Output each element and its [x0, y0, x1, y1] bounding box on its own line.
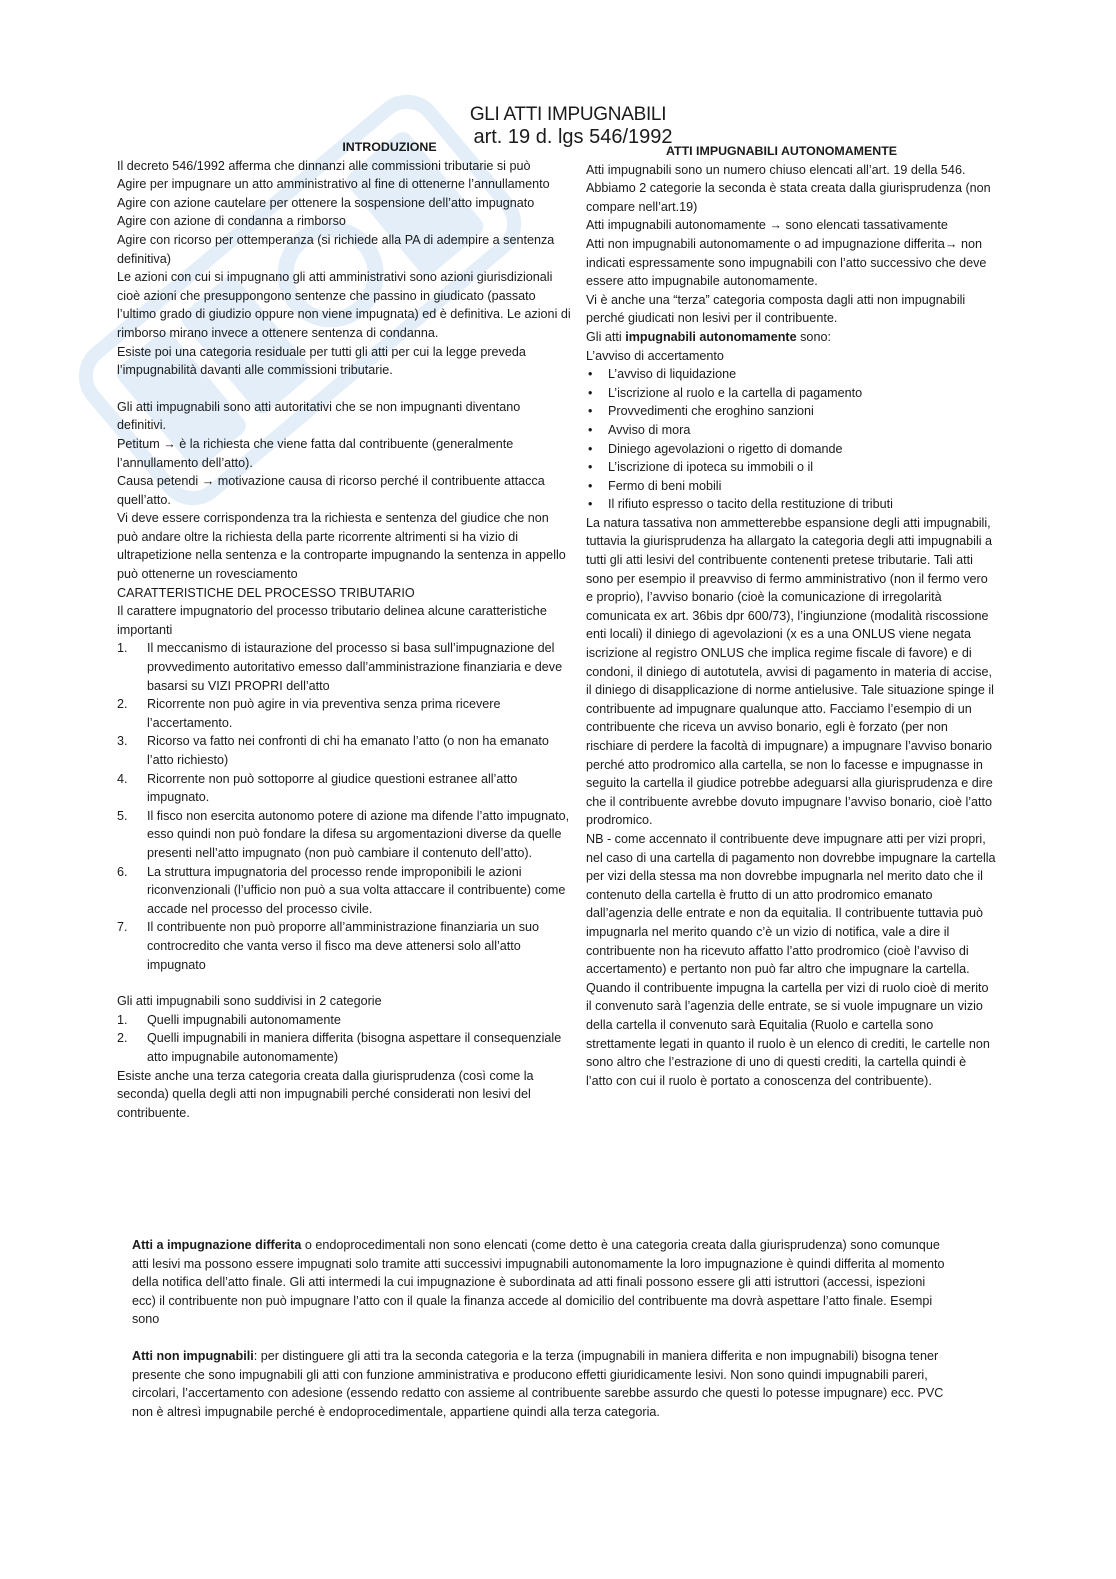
- paragraph: Causa petendi → motivazione causa di ricorso perché il contribuente attacca quell’atto.: [117, 474, 545, 507]
- list-item: 2. Ricorrente non può agire in via preventiva senza prima ricevere l’accertamento.: [117, 697, 501, 730]
- list-item: • L’iscrizione al ruolo e la cartella di pagamento: [586, 384, 996, 403]
- list-item: • Fermo di beni mobili: [586, 477, 996, 496]
- paragraph: Le azioni con cui si impugnano gli atti amministrativi sono azioni giurisdizionali cioè azioni che presuppongono sentenze che passino in giudicato (passato l’ultimo grado di giudizio oppure non viene impugnata) ed è definitiva. Le azioni di rimborso mirano invece a ottenere sentenza di condanna.: [117, 270, 571, 340]
- list-item: 7. Il contribuente non può proporre all’amministrazione finanziaria un suo controcredito che vanta verso il fisco ma deve attenersi solo all’atto impugnato: [117, 920, 540, 972]
- paragraph: Vi è anche una “terza” categoria composta dagli atti non impugnabili perché giudicati non lesivi per il contribuente.: [586, 292, 966, 326]
- list-item: 3. Ricorso va fatto nei confronti di chi ha emanato l’atto (o non ha emanato l’atto richiesto): [117, 734, 549, 767]
- paragraph: Vi deve essere corrispondenza tra la richiesta e sentenza del giudice che non può andare oltre la richiesta della parte ricorrente altrimenti si ha vizio di ultrapetizione nella sentenza e la controparte impugnando la sentenza in appello può ottenerne un rovesciamento: [117, 511, 566, 582]
- paragraph: Atti impugnabili autonomamente → sono elencati tassativamente: [586, 218, 948, 233]
- right-column: [586, 142, 996, 1090]
- right-heading: ATTI IMPUGNABILI AUTONOMAMENTE: [666, 144, 898, 158]
- paragraph: La natura tassativa non ammetterebbe espansione degli atti impugnabili, tuttavia la giurisprudenza ha allargato la categoria degli atti impugnabili a tutti gli atti lesivi del contribuente contenenti pretese tributarie. Tali atti sono per esempio il preavviso di fermo amministrativo (non il fermo vero e proprio), l’avviso bonario (cioè la comunicazione di irregolarità comunicata ex art. 36bis dpr 600/73), l’ingiunzione (modalità riscossione enti locali) il diniego di agevolazioni (x es a una ONLUS viene negata iscrizione al registro ONLUS che implica regime fiscale di favore) e di condoni, il diniego di autotutela, avvisi di pagamento in materia di accise, il diniego di disapplicazione di norme antielusive. Tale situazione spinge il contribuente ad impugnare qualunque atto. Facciamo l’esempio di un contribuente che riceva un avviso bonario, egli è forzato (per non rischiare di perdere la facoltà di impugnare) a impugnare l’avviso bonario perché atto prodromico alla cartella, se non lo facesse e impugnasse in seguito la cartella il giudice potrebbe adeguarsi alla giurisprudenza e dire che il contribuente avrebbe dovuto impugnare l’avviso bonario, cioè l’atto prodromico.: [586, 515, 994, 828]
- paragraph: Gli atti impugnabili sono suddivisi in 2 categorie: [117, 994, 382, 1009]
- paragraph: Petitum → è la richiesta che viene fatta dal contribuente (generalmente l’annullamento dell’atto).: [117, 436, 514, 470]
- list-item: 1. Quelli impugnabili autonomamente: [117, 1012, 341, 1027]
- paragraph: Atti non impugnabili autonomamente o ad impugnazione differita→ non indicati espressamente sono impugnabili con l’atto successivo che deve essere atto impugnabile autonomamente.: [586, 236, 987, 289]
- paragraph: Agire per impugnare un atto amministrativo al fine di ottenerne l’annullamento: [117, 177, 550, 192]
- page-title: GLI ATTI IMPUGNABILI: [469, 104, 667, 125]
- page-subtitle: art. 19 d. lgs 546/1992: [473, 126, 673, 148]
- left-column: [117, 138, 572, 1122]
- paragraph: Il decreto 546/1992 afferma che dinnanzi alle commissioni tributarie si può: [117, 158, 531, 173]
- bottom-section: [132, 1236, 952, 1421]
- left-heading: INTRODUZIONE: [342, 140, 437, 154]
- impugnable-acts-list: [586, 365, 996, 514]
- categories-list: [117, 1011, 572, 1067]
- characteristics-list: [117, 639, 572, 974]
- paragraph: Agire con azione di condanna a rimborso: [117, 214, 346, 229]
- paragraph: Agire con ricorso per ottemperanza (si richiede alla PA di adempire a sentenza definitiva): [117, 232, 555, 266]
- paragraph: Il carattere impugnatorio del processo tributario delinea alcune caratteristiche importanti: [117, 604, 547, 637]
- paragraph: Agire con azione cautelare per ottenere la sospensione dell’atto impugnato: [117, 195, 535, 210]
- list-item: 1. Il meccanismo di istaurazione del processo si basa sull’impugnazione del provvedimento autoritativo emesso dall’amministrazione finanziaria e deve basarsi su VIZI PROPRI dell’atto: [117, 641, 563, 693]
- section-heading: CARATTERISTICHE DEL PROCESSO TRIBUTARIO: [117, 585, 415, 600]
- paragraph: Atti impugnabili sono un numero chiuso elencati all’art. 19 della 546.: [586, 162, 966, 177]
- list-item: 4. Ricorrente non può sottoporre al giudice questioni estranee all’atto impugnato.: [117, 771, 518, 805]
- list-item: • Diniego agevolazioni o rigetto di domande: [586, 440, 996, 459]
- list-item: • Provvedimenti che eroghino sanzioni: [586, 402, 996, 421]
- paragraph: Atti non impugnabili: per distinguere gli atti tra la seconda categoria e la terza (impugnabili in maniera differita e non impugnabili) bisogna tener presente che sono impugnabili gli atti con funzione amministrativa e producono effetti giuridicamente lesivi. Non sono quindi impugnabili pareri, circolari, l’accertamento con adesione (essendo redatto con assieme al contribuente sarebbe assurdo che questi lo potesse impugnare) ecc. PVC non è altresì impugnabile perché è endoprocedimentale, appartiene quindi alla terza categoria.: [132, 1348, 944, 1419]
- paragraph: Gli atti impugnabili sono atti autoritativi che se non impugnanti diventano definitivi.: [117, 399, 521, 433]
- list-item: • L’avviso di liquidazione: [586, 365, 996, 384]
- list-intro: Gli atti impugnabili autonomamente sono:: [586, 329, 831, 344]
- paragraph: Esiste anche una terza categoria creata dalla giurisprudenza (così come la seconda) quella degli atti non impugnabili perché considerati non lesivi del contribuente.: [117, 1068, 534, 1120]
- list-item: • Avviso di mora: [586, 421, 996, 440]
- paragraph: NB - come accennato il contribuente deve impugnare atti per vizi propri, nel caso di una cartella di pagamento non dovrebbe impugnare la cartella per vizi della stessa ma non dovrebbe impugnarla nel merito dato che il contenuto della cartella è frutto di un atto prodromico emanato dall’agenzia delle entrate e non da equitalia. Il contribuente tuttavia può impugnarla nel merito quando c’è un vizio di notifica, vale a dire il contribuente non ha ricevuto affatto l’atto prodromico (cioè l’avviso di accertamento) e pertanto non può far altro che impugnare la cartella.: [586, 831, 996, 977]
- list-item: 5. Il fisco non esercita autonomo potere di azione ma difende l’atto impugnato, esso quindi non può fondare la difesa su argomentazioni diverse da quelle presenti nell’atto impugnato (non può cambiare il contenuto dell’atto).: [117, 808, 570, 860]
- paragraph: Abbiamo 2 categorie la seconda è stata creata dalla giurisprudenza (non compare nell’art.19): [586, 181, 991, 214]
- list-item: • L’iscrizione di ipoteca su immobili o il: [586, 458, 996, 477]
- list-first-item: L’avviso di accertamento: [586, 348, 724, 363]
- paragraph: Esiste poi una categoria residuale per tutti gli atti per cui la legge preveda l’impugnabilità davanti alle commissioni tributarie.: [117, 344, 526, 378]
- paragraph: Quando il contribuente impugna la cartella per vizi di ruolo cioè di merito il convenuto sarà l’agenzia delle entrate, se si vuole impugnare un vizio della cartella il convenuto sarà Equitalia (Ruolo e cartella sono strettamente legati in quanto il ruolo è un elenco di crediti, le cartelle non sono altro che l’estrazione di uno di questi crediti, la cartella quindi è l’atto con cui il ruolo è portato a conoscenza del contribuente).: [586, 980, 990, 1088]
- paragraph: Atti a impugnazione differita o endoprocedimentali non sono elencati (come detto è una categoria creata dalla giurisprudenza) sono comunque atti lesivi ma possono essere impugnati solo tramite atti successivi impugnabili autonomamente la loro impugnazione è quindi differita al momento della notifica dell’atto finale. Gli atti intermedi la cui impugnazione è subordinata ad atti finali possono essere gli atti istruttori (accessi, ispezioni ecc) il contribuente non può impugnare l’atto con il quale la finanza accede al domicilio del contribuente ma dovrà aspettare l’atto finale. Esempi sono: [132, 1238, 945, 1327]
- list-item: 2. Quelli impugnabili in maniera differita (bisogna aspettare il consequenziale atto impugnabile autonomamente): [117, 1031, 562, 1064]
- list-item: • Il rifiuto espresso o tacito della restituzione di tributi: [586, 495, 996, 514]
- list-item: 6. La struttura impugnatoria del processo rende improponibili le azioni riconvenzionali (l’ufficio non può a sua volta attaccare il contribuente) come accade nel processo del processo civile.: [117, 864, 566, 916]
